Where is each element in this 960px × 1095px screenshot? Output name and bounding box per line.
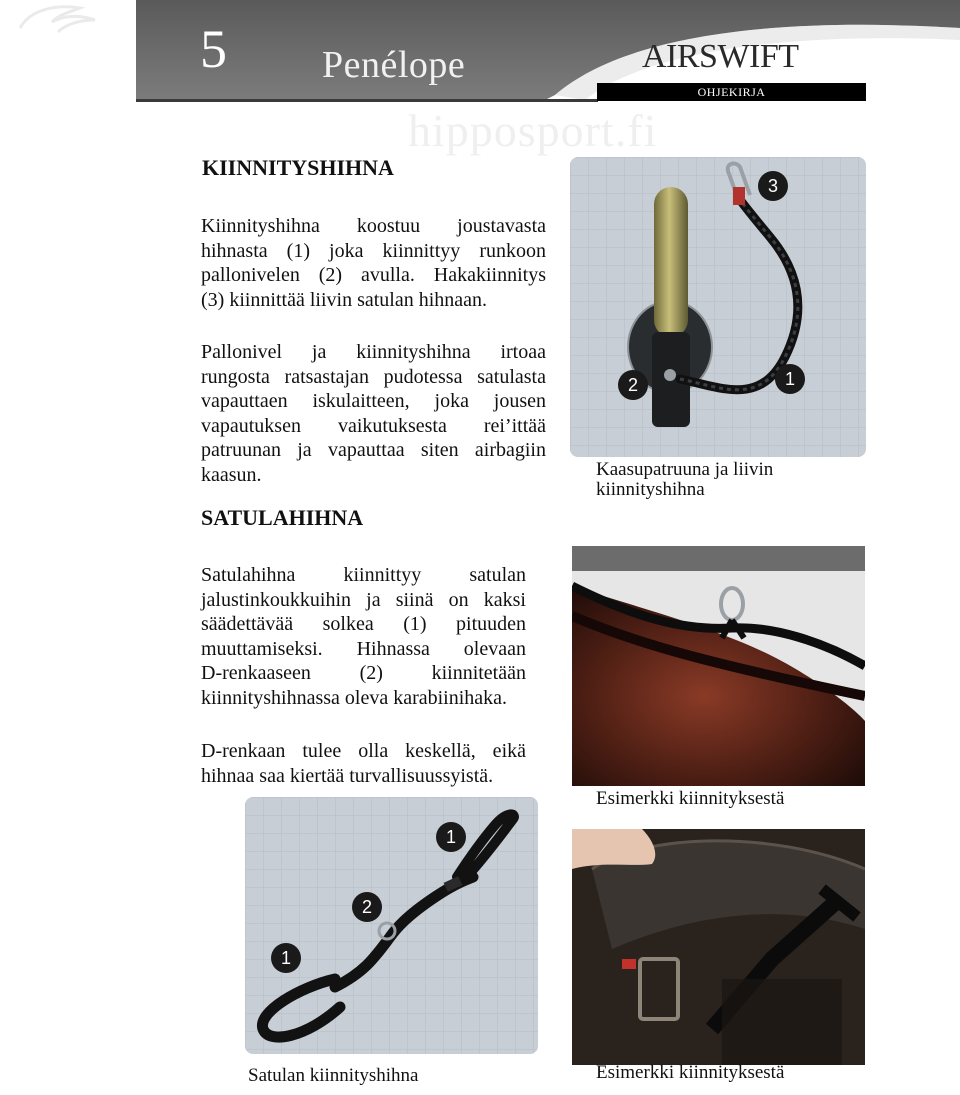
text-line: säädettävää solkea (1) pituuden xyxy=(201,613,526,635)
text-line: kiinnityshihnassa oleva karabiinihaka. xyxy=(201,686,508,709)
text-line: D-renkaan tulee olla keskellä, eikä xyxy=(201,740,526,762)
text-line: pallonivelen (2) avulla. Hakakiinnitys xyxy=(201,264,546,286)
text-line: vapautuksen vaikutuksesta rei’ittää xyxy=(201,414,546,437)
svg-text:3: 3 xyxy=(767,176,779,196)
text-line: hihnasta (1) joka kiinnittyy runkoon xyxy=(201,239,546,262)
section-heading-satulahihna: SATULAHIHNA xyxy=(201,505,364,530)
marker-1-top xyxy=(436,822,466,852)
manual-label: OHJEKIRJA xyxy=(697,85,766,99)
text-line: muuttamiseksi. Hihnassa olevaan xyxy=(201,637,526,660)
svg-text:2: 2 xyxy=(361,897,373,917)
marker-1 xyxy=(775,364,805,394)
svg-text:1: 1 xyxy=(280,948,292,968)
marker-2 xyxy=(618,370,648,400)
saddle-example-photo-1 xyxy=(572,546,865,786)
text-line: (3) kiinnittää liivin satulan hihnaan. xyxy=(201,288,488,311)
text-line: patruunan ja vapauttaa siten airbagiin xyxy=(201,439,546,461)
paragraph-satulahihna-1 xyxy=(201,563,526,710)
watermark: hipposport.fi xyxy=(408,105,658,156)
paragraph-kiinnityshihna-2 xyxy=(201,340,546,487)
marker-1-bottom xyxy=(271,943,301,973)
svg-text:2: 2 xyxy=(627,375,639,395)
section-heading-kiinnityshihna: KIINNITYSHIHNA xyxy=(202,155,394,180)
paragraph-satulahihna-2 xyxy=(201,739,526,788)
saddle-example-photo-2 xyxy=(572,829,865,1065)
caption-cartridge-line-1: Kaasupatruuna ja liivin xyxy=(596,459,774,480)
text-line: Pallonivel ja kiinnityshihna irtoaa xyxy=(201,341,546,363)
text-line: Kiinnityshihna koostuu joustavasta xyxy=(201,215,546,237)
text-line: jalustinkoukkuihin ja siinä on kaksi xyxy=(201,588,526,611)
marker-2-dring xyxy=(352,892,382,922)
text-line: Satulahihna kiinnittyy satulan xyxy=(201,564,526,586)
product-title: AIRSWIFT xyxy=(642,38,799,75)
brand-logo: Penélope xyxy=(322,44,466,86)
caption-saddle-example-2: Esimerkki kiinnityksestä xyxy=(596,1062,785,1083)
paragraph-kiinnityshihna-1 xyxy=(201,214,546,312)
svg-text:1: 1 xyxy=(445,827,457,847)
saddle-strap-photo xyxy=(245,797,538,1054)
text-line: vapauttaen iskulaitteen, joka jousen xyxy=(201,390,546,412)
horse-logo-icon xyxy=(0,0,110,34)
caption-saddle-example-1: Esimerkki kiinnityksestä xyxy=(596,788,785,809)
text-line: hihnaa saa kiertää turvallisuussyistä. xyxy=(201,764,494,787)
text-line: kaasun. xyxy=(201,463,262,486)
marker-3 xyxy=(758,171,788,201)
caption-cartridge-line-2: kiinnityshihna xyxy=(596,479,705,500)
page-header xyxy=(0,0,960,110)
page-number: 5 xyxy=(200,19,227,79)
caption-saddle-strap: Satulan kiinnityshihna xyxy=(248,1065,419,1086)
svg-text:1: 1 xyxy=(784,369,796,389)
text-line: rungosta ratsastajan pudotessa satulasta xyxy=(201,365,546,388)
cartridge-tether-photo xyxy=(570,157,866,457)
text-line: D-renkaaseen (2) kiinnitetään xyxy=(201,662,526,684)
